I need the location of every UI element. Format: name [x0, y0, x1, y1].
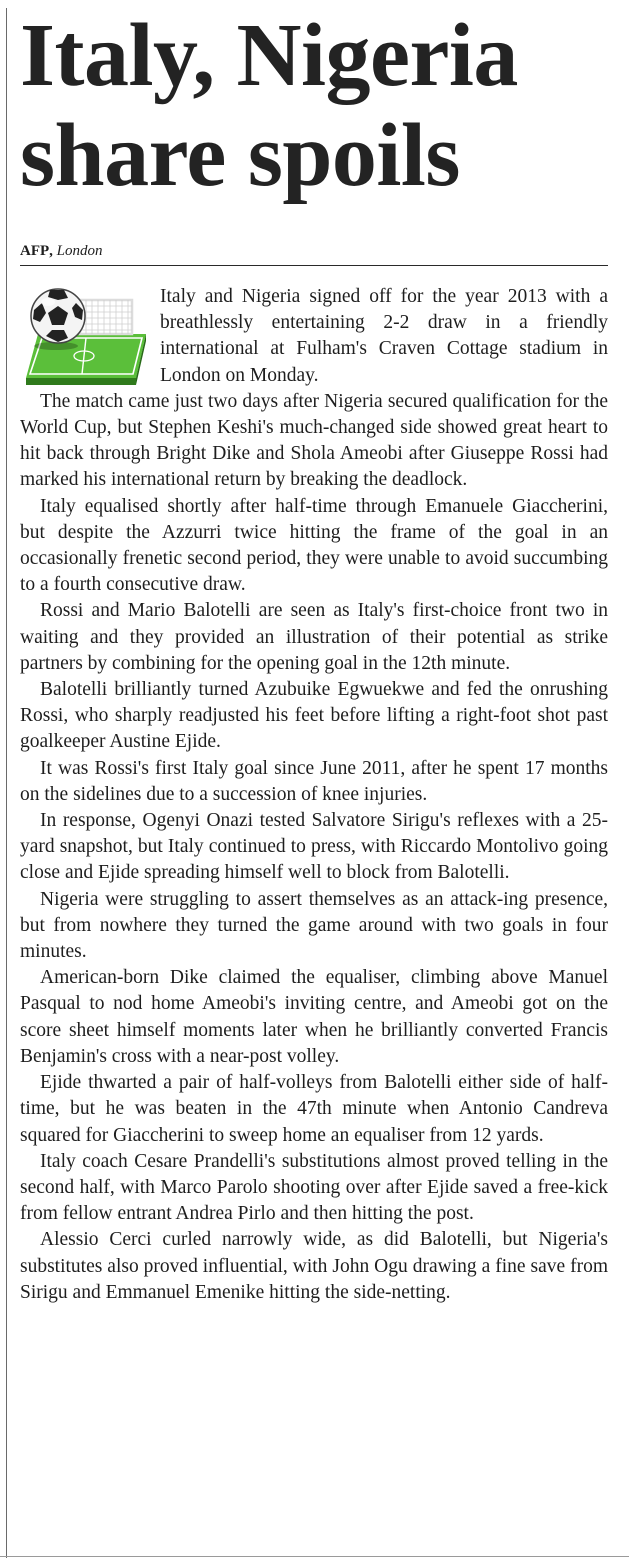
article-paragraph: Italy and Nigeria signed off for the year 2013 with a breathlessly entertaining 2-2 draw in a friendly international at Fulham's Craven Cottage stadium in London on Monday. — [160, 286, 608, 386]
article-paragraph: Alessio Cerci curled narrowly wide, as did Balotelli, but Nigeria's substitutes also proved influential, with John Ogu drawing a fine save from Sirigu and Emmanuel Emenike hitting the side-netting. — [20, 1229, 608, 1303]
byline-location: London — [56, 243, 103, 259]
article-paragraph: Ejide thwarted a pair of half-volleys from Balotelli either side of half-time, but he was beaten in the 47th minute when Antonio Candreva squared for Giaccherini to sweep home an equaliser from 12 yards. — [20, 1072, 608, 1146]
article-paragraph: The match came just two days after Nigeria secured qualification for the World Cup, but Stephen Keshi's much-changed side showed great heart to hit back through Bright Dike and Shola Ameobi after Giuseppe Rossi had marked his international return by breaking the deadlock. — [20, 390, 608, 491]
article-paragraph: Balotelli brilliantly turned Azubuike Egwuekwe and fed the onrushing Rossi, who sharply readjusted his feet before lifting a right-foot shot past goalkeeper Austine Ejide. — [20, 679, 608, 753]
article-paragraph: It was Rossi's first Italy goal since June 2011, after he spent 17 months on the sidelines due to a succession of knee injuries. — [20, 757, 608, 805]
byline-separator: , — [49, 243, 53, 259]
article-paragraph: American-born Dike claimed the equaliser, climbing above Manuel Pasqual to nod home Ameobi's inviting centre, and Ameobi got on the score sheet himself moments later when he brilliantly converted Francis Benjamin's cross with a near-post volley. — [20, 967, 608, 1067]
football-pitch-icon — [20, 286, 150, 386]
article-paragraph: Nigeria were struggling to assert themselves as an attack-ing presence, but from nowhere they turned the game around with two goals in four minutes. — [20, 888, 608, 963]
article-paragraph: Italy coach Cesare Prandelli's substitutions almost proved telling in the second half, with Marco Parolo shooting over after Ejide saved a free-kick from fellow entrant Andrea Pirlo and then hitting the post. — [20, 1150, 608, 1225]
column-divider — [6, 8, 7, 1558]
byline — [20, 241, 608, 266]
headline: Italy, Nigeria share spoils — [20, 6, 518, 205]
bottom-divider — [0, 1556, 629, 1557]
article-paragraph: Italy equalised shortly after half-time through Emanuele Giaccherini, but despite the Azzurri twice hitting the frame of the goal in an occasionally frenetic second period, they were unable to avoid succumbing to a fourth consecutive draw. — [20, 495, 608, 596]
article-paragraph: In response, Ogenyi Onazi tested Salvatore Sirigu's reflexes with a 25-yard snapshot, but Italy continued to press, with Riccardo Montolivo going close and Ejide spreading himself well to block from Balotelli. — [20, 810, 608, 884]
article-body — [20, 284, 608, 1306]
article-paragraph: Rossi and Mario Balotelli are seen as Italy's first-choice front two in waiting and they provided an illustration of their potential as strike partners by combining for the opening goal in the 12th minute. — [20, 600, 608, 674]
byline-agency: AFP — [20, 243, 50, 259]
